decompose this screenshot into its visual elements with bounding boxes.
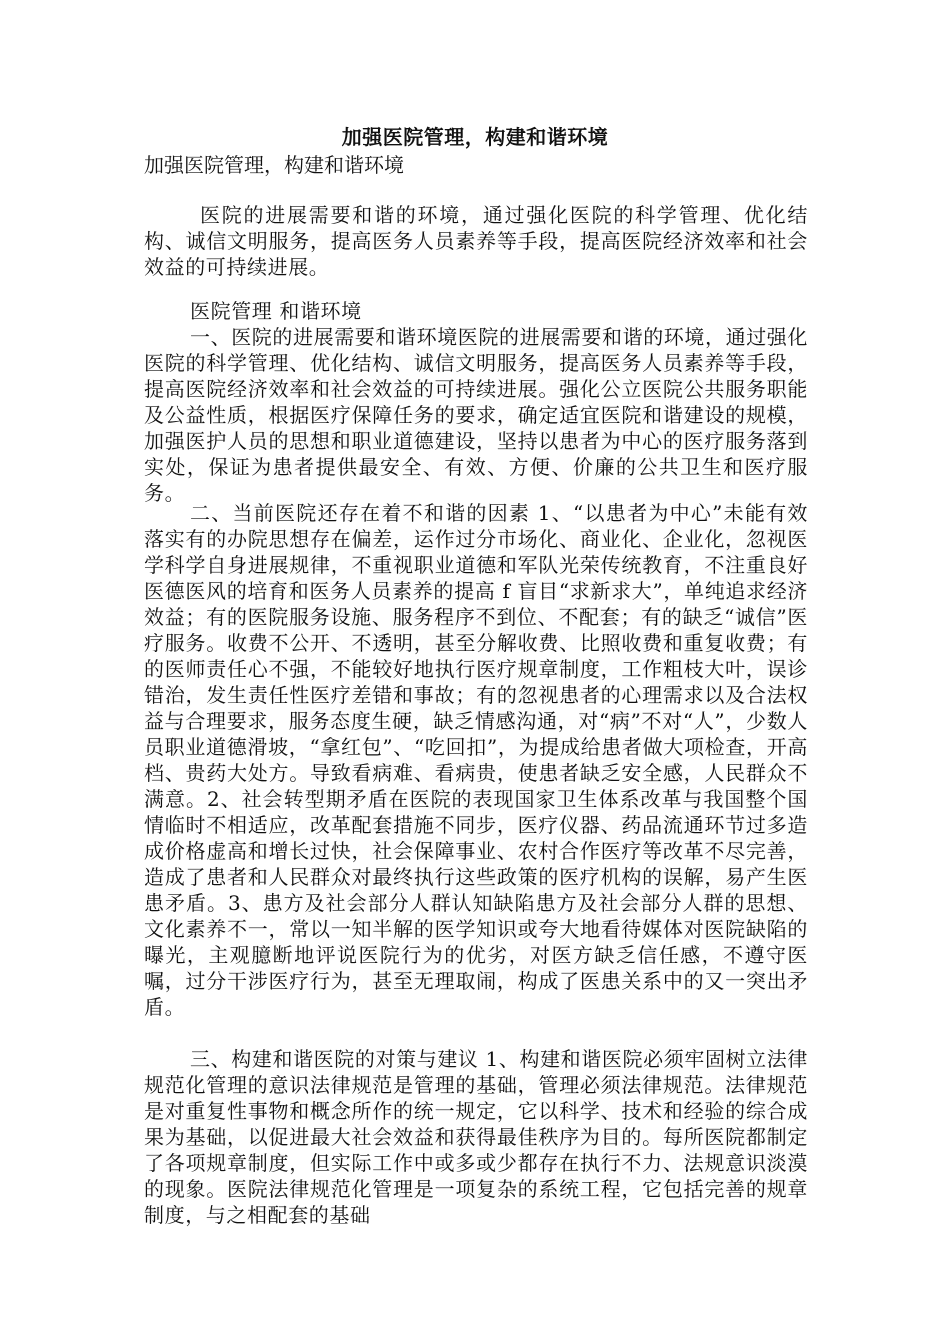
section-paragraph-2: 二、当前医院还存在着不和谐的因素 1、“以患者为中心”未能有效落实有的办院思想存在偏差，运作过分市场化、商业化、企业化，忽视医学科学自身进展规律，不重视职业道德和军队光荣传统教育，不注重良好医德医风的培育和医务人员素养的提高 f 盲目“求新求大”，单纯追求经济效益；有的医院服务设施、服务程序不到位、不配套；有的缺乏“诚信”医疗服务。收费不公开、不透明，甚至分解收费、比照收费和重复收费；有的医师责任心不强，不能较好地执行医疗规章制度，工作粗枝大叶，误诊错治，发生责任性医疗差错和事故；有的忽视患者的心理需求以及合法权益与合理要求，服务态度生硬，缺乏情感沟通，对“病”不对“人”，少数人员职业道德滑坡，“拿红包”、“吃回扣”，为提成给患者做大项检查，开高档、贵药大处方。导致看病难、看病贵，使患者缺乏安全感，人民群众不满意。2、社会转型期矛盾在医院的表现国家卫生体系改革与我国整个国情临时不相适应，改革配套措施不同步，医疗仪器、药品流通环节过多造成价格虚高和增长过快，社会保障事业、农村合作医疗等改革不尽完善，造成了患者和人民群众对最终执行这些政策的医疗机构的误解，易产生医患矛盾。3、患方及社会部分人群认知缺陷患方及社会部分人群的思想、文化素养不一，常以一知半解的医学知识或夸大地看待媒体对医院缺陷的曝光，主观臆断地评说医院行为的优劣，对医方缺乏信任感，不遵守医嘱，过分干涉医疗行为，甚至无理取闹，构成了医患关系中的又一突出矛盾。 (144, 501, 808, 1019)
document-subtitle: 加强医院管理，构建和谐环境 (144, 153, 404, 177)
section-paragraph-3: 三、构建和谐医院的对策与建议 1、构建和谐医院必须牢固树立法律规范化管理的意识法律规范是管理的基础，管理必须法律规范。法律规范是对重复性事物和概念所作的统一规定，它以科学、技术和经验的综合成果为基础，以促进最大社会效益和获得最佳秩序为目的。每所医院都制定了各项规章制度，但实际工作中或多或少都存在执行不力、法规意识淡漠的现象。医院法律规范化管理是一项复杂的系统工程，它包括完善的规章制度，与之相配套的基础 (144, 1047, 808, 1227)
section-paragraph-1: 一、医院的进展需要和谐环境医院的进展需要和谐的环境，通过强化医院的科学管理、优化结构、诚信文明服务，提高医务人员素养等手段，提高医院经济效率和社会效益的可持续进展。强化公立医院公共服务职能及公益性质，根据医疗保障任务的要求，确定适宜医院和谐建设的规模，加强医护人员的思想和职业道德建设，坚持以患者为中心的医疗服务落到实处，保证为患者提供最安全、有效、方便、价廉的公共卫生和医疗服务。 (144, 325, 808, 505)
keywords-line: 医院管理 和谐环境 (190, 299, 362, 323)
document-title: 加强医院管理，构建和谐环境 (341, 125, 609, 149)
abstract-paragraph: 医院的进展需要和谐的环境，通过强化医院的科学管理、优化结构、诚信文明服务，提高医务人员素养等手段，提高医院经济效率和社会效益的可持续进展。 (144, 203, 808, 279)
